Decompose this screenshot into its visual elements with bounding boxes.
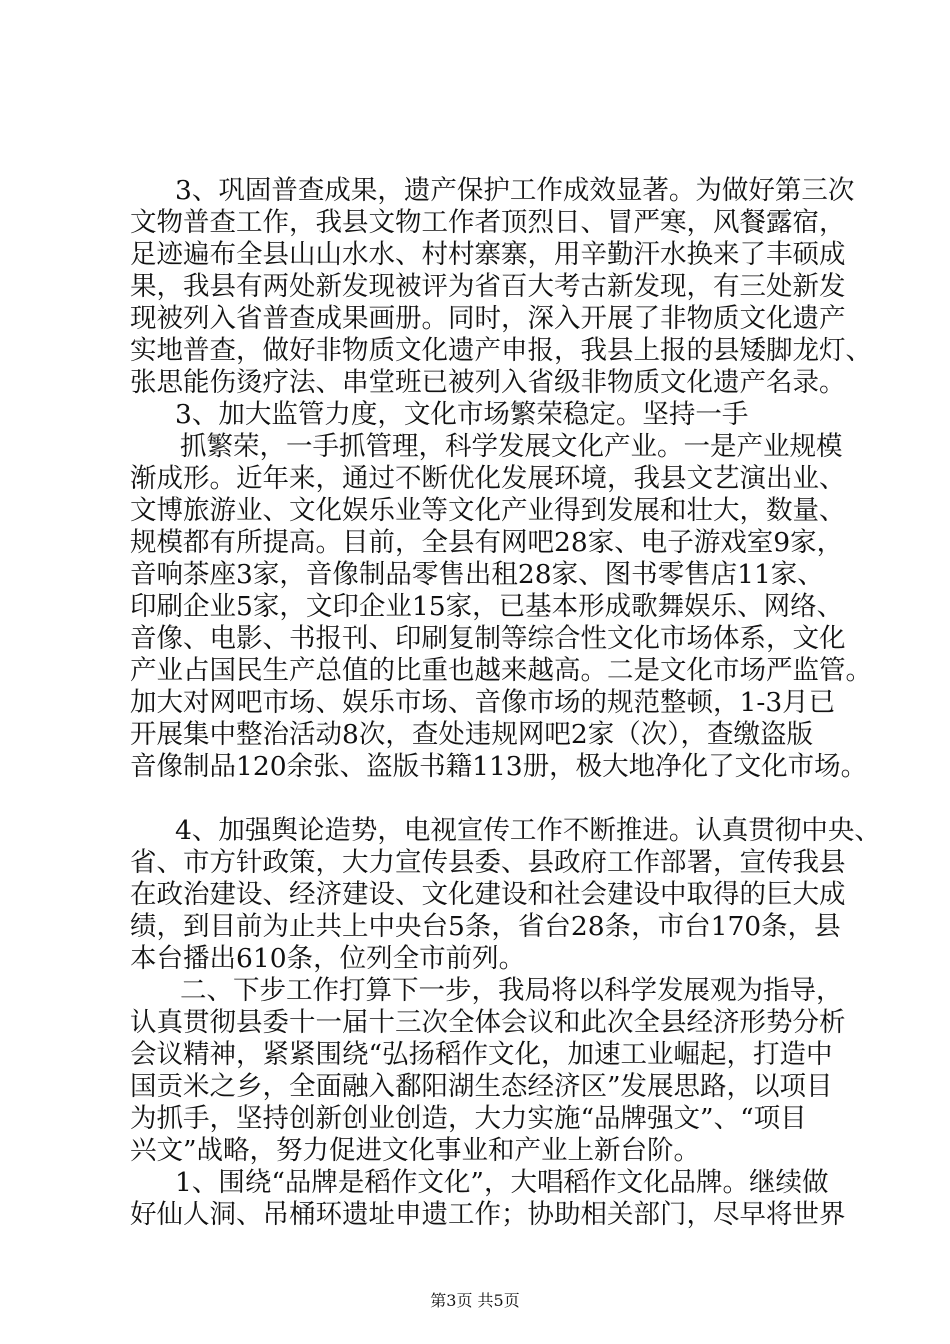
text-line: 抓繁荣，一手抓管理，科学发展文化产业。一是产业规模 [180,431,843,462]
text-line: 兴文”战略，努力促进文化事业和产业上新台阶。 [130,1135,701,1166]
text-line: 4、加强舆论造势，电视宣传工作不断推进。认真贯彻中央、 [175,815,881,846]
text-line: 3、加大监管力度，文化市场繁荣稳定。坚持一手 [175,399,749,430]
text-line: 加大对网吧市场、娱乐市场、音像市场的规范整顿，1-3月已 [130,687,836,718]
text-line: 二、下步工作打算下一步，我局将以科学发展观为指导， [180,975,843,1006]
text-line: 张思能伤烫疗法、串堂班已被列入省级非物质文化遗产名录。 [130,367,846,398]
text-line: 渐成形。近年来，通过不断优化发展环境，我县文艺演出业、 [130,463,846,494]
text-line: 文物普查工作，我县文物工作者顶烈日、冒严寒，风餐露宿， [130,207,846,238]
text-line: 国贡米之乡，全面融入鄱阳湖生态经济区”发展思路，以项目 [130,1071,833,1102]
page-footer: 第3页 共5页 [430,1291,520,1310]
text-line: 在政治建设、经济建设、文化建设和社会建设中取得的巨大成 [130,879,846,910]
text-line: 省、市方针政策，大力宣传县委、县政府工作部署，宣传我县 [130,847,846,878]
text-line: 为抓手，坚持创新创业创造，大力实施“品牌强文”、“项目 [130,1103,807,1134]
text-line: 1、围绕“品牌是稻作文化”，大唱稻作文化品牌。继续做 [175,1167,829,1198]
text-line: 果，我县有两处新发现被评为省百大考古新发现，有三处新发 [130,271,846,302]
text-line: 开展集中整治活动8次，查处违规网吧2家（次），查缴盗版 [130,719,813,750]
text-line: 本台播出610条，位列全市前列。 [130,943,526,974]
text-line: 现被列入省普查成果画册。同时，深入开展了非物质文化遗产 [130,303,846,334]
text-line: 实地普查，做好非物质文化遗产申报，我县上报的县矮脚龙灯、 [130,335,872,366]
text-line: 3、巩固普查成果，遗产保护工作成效显著。为做好第三次 [175,175,855,206]
text-line: 文博旅游业、文化娱乐业等文化产业得到发展和壮大，数量、 [130,495,846,526]
text-line: 足迹遍布全县山山水水、村村寨寨，用辛勤汗水换来了丰硕成 [130,239,846,270]
text-line: 认真贯彻县委十一届十三次全体会议和此次全县经济形势分析 [130,1007,846,1038]
text-line: 规模都有所提高。目前，全县有网吧28家、电子游戏室9家， [130,527,844,558]
text-line: 产业占国民生产总值的比重也越来越高。二是文化市场严监管。 [130,655,872,686]
text-line: 音像、电影、书报刊、印刷复制等综合性文化市场体系，文化 [130,623,846,654]
text-line: 绩，到目前为止共上中央台5条，省台28条，市台170条，县 [130,911,841,942]
text-line: 音像制品120余张、盗版书籍113册，极大地净化了文化市场。 [130,751,868,782]
text-line: 好仙人洞、吊桶环遗址申遗工作；协助相关部门，尽早将世界 [130,1199,846,1230]
text-line: 会议精神，紧紧围绕“弘扬稻作文化，加速工业崛起，打造中 [130,1039,833,1070]
text-line: 印刷企业5家，文印企业15家，已基本形成歌舞娱乐、网络、 [130,591,844,622]
text-line: 音响茶座3家，音像制品零售出租28家、图书零售店11家、 [130,559,824,590]
